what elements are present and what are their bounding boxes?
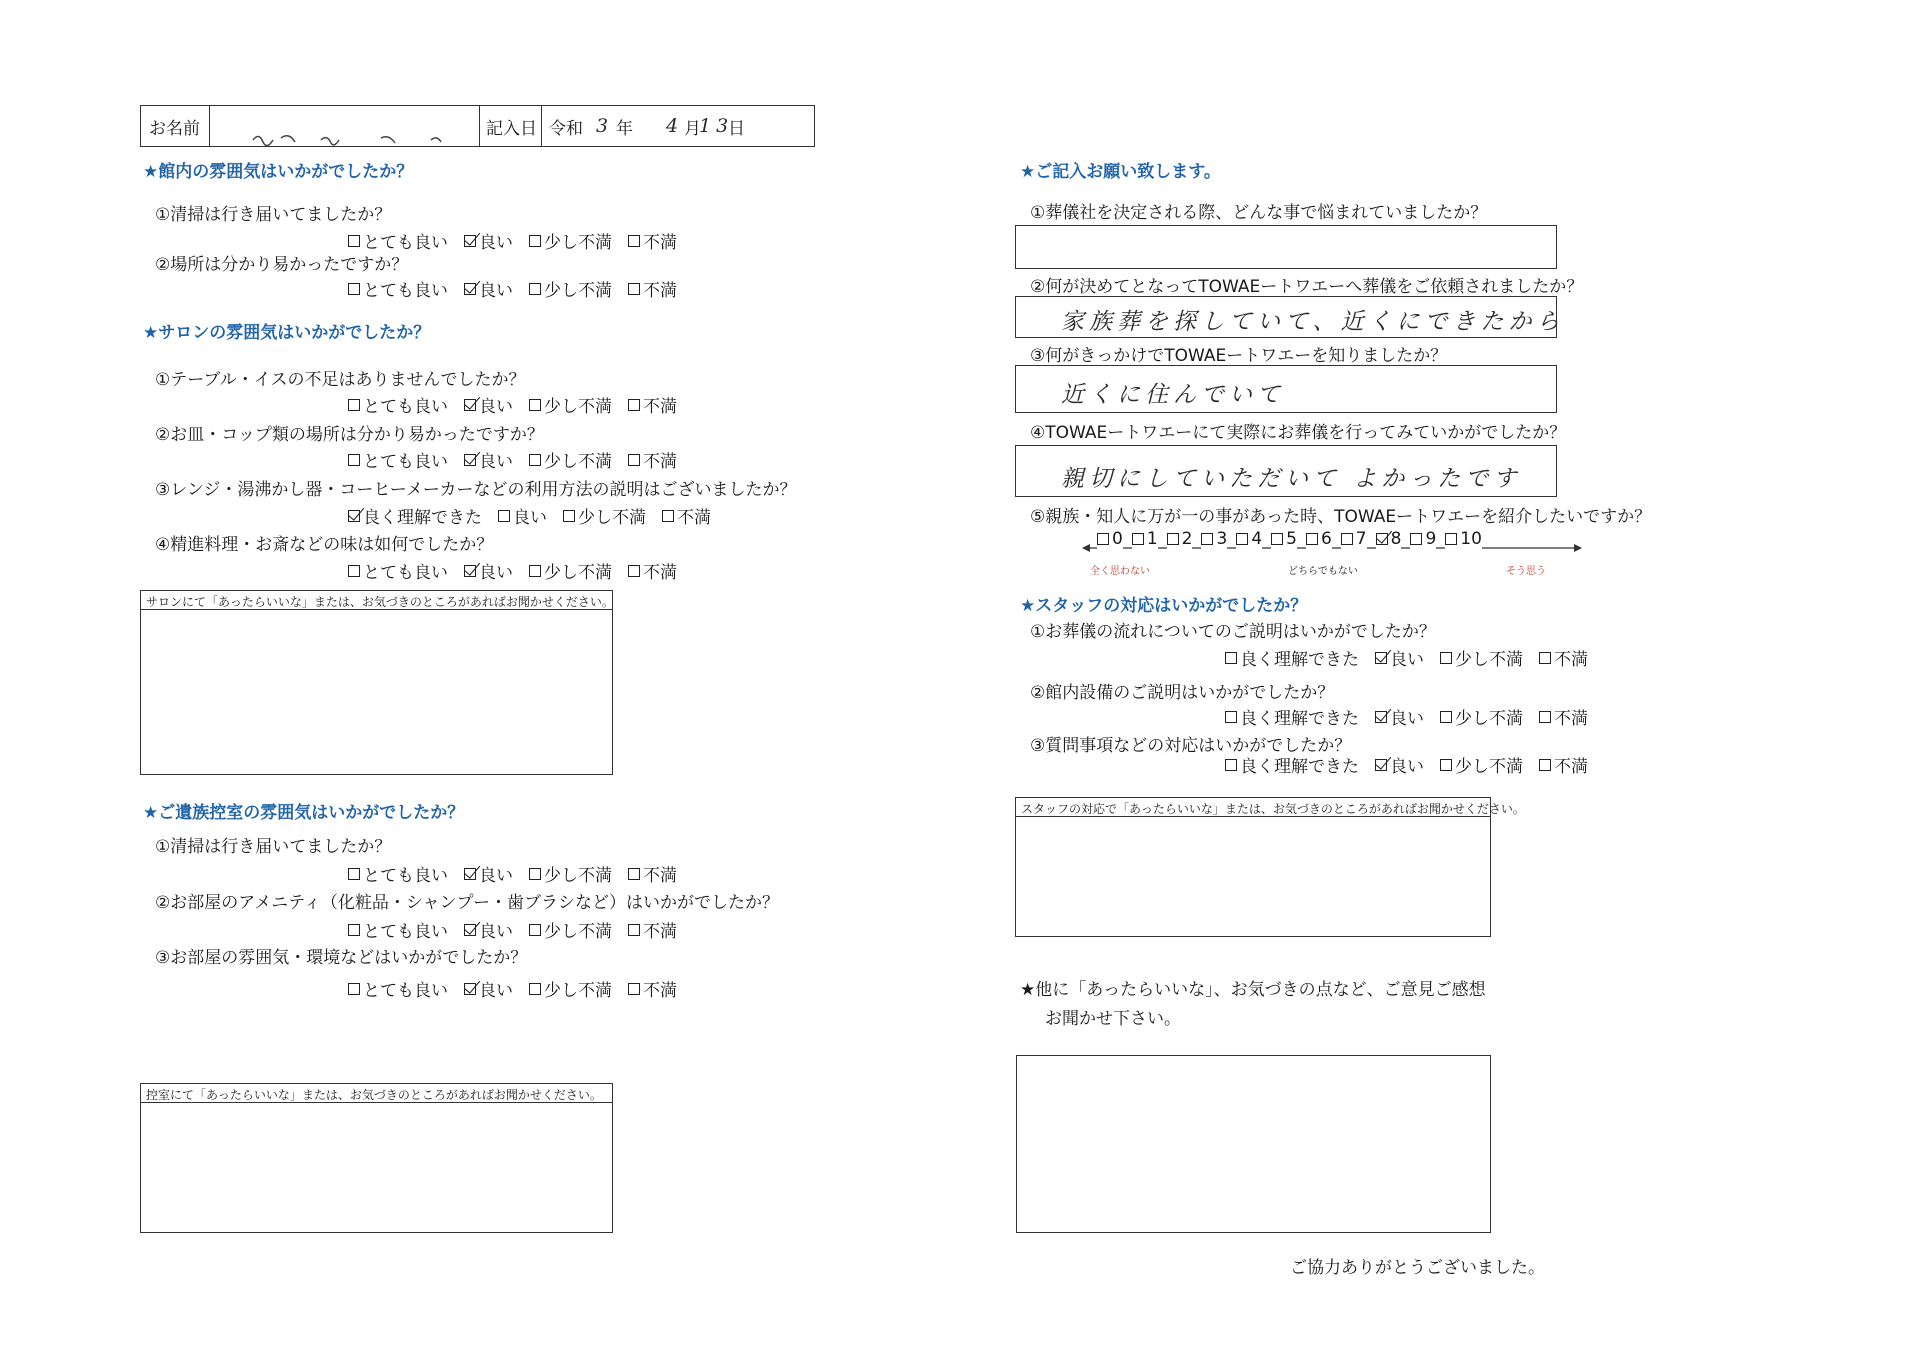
rating-option-label: 不満 bbox=[643, 281, 677, 301]
scale-option[interactable] bbox=[1097, 529, 1123, 549]
rating-option[interactable] bbox=[348, 503, 482, 528]
rating-option-label: 少し不満 bbox=[544, 981, 612, 1001]
rating-option-label: 良い bbox=[479, 981, 513, 1001]
checkbox[interactable] bbox=[628, 868, 640, 880]
rating-option[interactable] bbox=[348, 392, 448, 417]
rating-option-label: 良い bbox=[479, 866, 513, 886]
question-text: ②場所は分かり易かったですか？ bbox=[155, 255, 409, 275]
checkbox[interactable] bbox=[1236, 533, 1248, 545]
answer-text: 家族葬を探していて、近くにできたから bbox=[1061, 309, 1565, 335]
checkbox[interactable] bbox=[1445, 533, 1457, 545]
comment-caption: 控室にて「あったらいいな」または、お気づきのところがあればお聞かせください。 bbox=[141, 1084, 612, 1103]
scale-option-label: 10 bbox=[1460, 529, 1482, 549]
checkbox[interactable] bbox=[1539, 652, 1551, 664]
question-text: ③お部屋の雰囲気・環境などはいかがでしたか？ bbox=[155, 948, 528, 968]
question-text: ③質問事項などの対応はいかがでしたか？ bbox=[1030, 736, 1352, 756]
rating-option-label: 良い bbox=[479, 397, 513, 417]
rating-option[interactable] bbox=[628, 276, 677, 301]
date-day: 13 bbox=[699, 115, 734, 137]
checkbox[interactable] bbox=[628, 399, 640, 411]
checkbox[interactable] bbox=[628, 924, 640, 936]
scale-option-label: 7 bbox=[1355, 529, 1367, 549]
checked-checkbox[interactable] bbox=[464, 235, 476, 247]
rating-option[interactable] bbox=[529, 917, 612, 942]
other-title: ★他に「あったらいいな」、お気づきの点など、ご意見ご感想 bbox=[1020, 980, 1486, 1000]
scale-option-label: 5 bbox=[1286, 529, 1297, 549]
scale-option[interactable] bbox=[1306, 529, 1332, 549]
rating-option-label: 少し不満 bbox=[1455, 709, 1523, 729]
rating-option-label: とても良い bbox=[363, 563, 448, 583]
rating-row bbox=[348, 276, 693, 301]
rating-option[interactable] bbox=[1440, 645, 1523, 670]
rating-option[interactable] bbox=[529, 976, 612, 1001]
rating-option[interactable] bbox=[464, 447, 513, 472]
checkbox[interactable] bbox=[628, 235, 640, 247]
rating-option[interactable] bbox=[1375, 704, 1424, 729]
name-label: お名前 bbox=[149, 118, 200, 139]
rating-option-label: 不満 bbox=[643, 866, 677, 886]
checkbox[interactable] bbox=[348, 235, 360, 247]
scale-label-mid: どちらでもない bbox=[1288, 566, 1358, 577]
answer-box-1[interactable] bbox=[1015, 225, 1557, 269]
checkbox[interactable] bbox=[529, 924, 541, 936]
checkbox[interactable] bbox=[348, 565, 360, 577]
scale-option-label: 4 bbox=[1251, 529, 1263, 549]
answer-box-2[interactable] bbox=[1015, 296, 1565, 338]
question-text: ④精進料理・お斎などの味は如何でしたか？ bbox=[155, 535, 494, 555]
scale-option[interactable] bbox=[1271, 529, 1297, 549]
rating-option[interactable] bbox=[464, 861, 513, 886]
rating-option[interactable] bbox=[628, 976, 677, 1001]
rating-option-label: 少し不満 bbox=[544, 922, 612, 942]
rating-option-label: 少し不満 bbox=[544, 866, 612, 886]
rating-row bbox=[1225, 752, 1604, 777]
rating-row bbox=[1225, 645, 1604, 670]
rating-option[interactable] bbox=[1539, 752, 1588, 777]
rating-option[interactable] bbox=[1539, 645, 1588, 670]
checkbox[interactable] bbox=[529, 983, 541, 995]
rating-row bbox=[348, 976, 693, 1001]
checkbox[interactable] bbox=[529, 235, 541, 247]
rating-option-label: 良い bbox=[1390, 650, 1424, 670]
section-title-hall: ★館内の雰囲気はいかがでしたか？ bbox=[143, 162, 414, 182]
rating-option-label: 良く理解できた bbox=[1240, 650, 1359, 670]
checked-checkbox[interactable] bbox=[464, 565, 476, 577]
question-text: ①清掃は行き届いてましたか？ bbox=[155, 205, 392, 225]
section-title-family-room: ★ご遺族控室の雰囲気はいかがでしたか？ bbox=[143, 803, 465, 823]
rating-option[interactable] bbox=[529, 447, 612, 472]
other-comment-box[interactable] bbox=[1016, 1055, 1491, 1233]
rating-option-label: 不満 bbox=[643, 452, 677, 472]
checked-checkbox[interactable] bbox=[1376, 533, 1388, 545]
rating-option-label: 少し不満 bbox=[544, 452, 612, 472]
scale-option[interactable] bbox=[1445, 529, 1482, 549]
checkbox[interactable] bbox=[348, 454, 360, 466]
rating-option-label: 良い bbox=[479, 281, 513, 301]
checkbox[interactable] bbox=[348, 983, 360, 995]
checkbox[interactable] bbox=[1132, 533, 1144, 545]
rating-option-label: とても良い bbox=[363, 922, 448, 942]
checkbox[interactable] bbox=[1306, 533, 1318, 545]
date-label: 記入日 bbox=[486, 118, 537, 139]
checkbox[interactable] bbox=[348, 399, 360, 411]
rating-option[interactable] bbox=[464, 392, 513, 417]
rating-option-label: 少し不満 bbox=[1455, 757, 1523, 777]
rating-option-label: とても良い bbox=[363, 233, 448, 253]
rating-option-label: 良く理解できた bbox=[1240, 757, 1359, 777]
checkbox[interactable] bbox=[563, 510, 575, 522]
checkbox[interactable] bbox=[662, 510, 674, 522]
thanks-message: ご協力ありがとうございました。 bbox=[1290, 1258, 1545, 1278]
rating-option[interactable] bbox=[628, 558, 677, 583]
rating-option-label: 少し不満 bbox=[544, 281, 612, 301]
salon-comment-box[interactable] bbox=[140, 590, 613, 775]
rating-option-label: とても良い bbox=[363, 281, 448, 301]
rating-option-label: 不満 bbox=[677, 508, 711, 528]
checked-checkbox[interactable] bbox=[464, 454, 476, 466]
scale-option-label: 6 bbox=[1320, 529, 1332, 549]
divider bbox=[209, 106, 210, 146]
rating-option[interactable] bbox=[1225, 704, 1359, 729]
checkbox[interactable] bbox=[1225, 711, 1237, 723]
rating-option-label: 良い bbox=[513, 508, 547, 528]
year-unit: 年 bbox=[616, 118, 633, 139]
rating-option-label: とても良い bbox=[363, 981, 448, 1001]
rating-option-label: 少し不満 bbox=[1455, 650, 1523, 670]
rating-row bbox=[348, 503, 727, 528]
checkbox[interactable] bbox=[1097, 533, 1109, 545]
checkbox[interactable] bbox=[529, 399, 541, 411]
rating-option[interactable] bbox=[464, 276, 513, 301]
question-text: ①清掃は行き届いてましたか？ bbox=[155, 837, 392, 857]
family-room-comment-box[interactable] bbox=[140, 1083, 613, 1233]
question-text: ⑤親族・知人に万が一の事があった時、TOWAEートワエーを紹介したいですか？ bbox=[1030, 507, 1652, 527]
question-text: ①テーブル・イスの不足はありませんでしたか？ bbox=[155, 370, 526, 390]
checked-checkbox[interactable] bbox=[1375, 759, 1387, 771]
checkbox[interactable] bbox=[348, 868, 360, 880]
rating-row bbox=[348, 558, 693, 583]
checkbox[interactable] bbox=[348, 283, 360, 295]
checkbox[interactable] bbox=[529, 565, 541, 577]
scale-option-label: 1 bbox=[1146, 529, 1158, 549]
checked-checkbox[interactable] bbox=[464, 924, 476, 936]
rating-option-label: とても良い bbox=[363, 866, 448, 886]
rating-option[interactable] bbox=[1440, 704, 1523, 729]
day-unit: 日 bbox=[728, 118, 745, 139]
rating-option-label: 良い bbox=[1390, 709, 1424, 729]
checked-checkbox[interactable] bbox=[1375, 652, 1387, 664]
checked-checkbox[interactable] bbox=[464, 983, 476, 995]
rating-option[interactable] bbox=[348, 976, 448, 1001]
checkbox[interactable] bbox=[628, 983, 640, 995]
checkbox[interactable] bbox=[1410, 533, 1422, 545]
rating-option[interactable] bbox=[1539, 704, 1588, 729]
checkbox[interactable] bbox=[529, 868, 541, 880]
rating-option[interactable] bbox=[563, 503, 646, 528]
scale-option[interactable] bbox=[1376, 529, 1402, 549]
rating-option-label: 不満 bbox=[643, 233, 677, 253]
date-year: 3 bbox=[596, 115, 614, 137]
checked-checkbox[interactable] bbox=[464, 399, 476, 411]
rating-option[interactable] bbox=[464, 558, 513, 583]
scale-label-low: 全く思わない bbox=[1090, 566, 1150, 577]
rating-row bbox=[348, 447, 693, 472]
rating-option[interactable] bbox=[529, 558, 612, 583]
header-table bbox=[140, 105, 815, 147]
rating-option-label: 良く理解できた bbox=[1240, 709, 1359, 729]
rating-option[interactable] bbox=[464, 917, 513, 942]
question-text: ①葬儀社を決定される際、どんな事で悩まれていましたか？ bbox=[1030, 203, 1488, 223]
checked-checkbox[interactable] bbox=[464, 868, 476, 880]
divider bbox=[541, 106, 542, 146]
checkbox[interactable] bbox=[529, 283, 541, 295]
checkbox[interactable] bbox=[498, 510, 510, 522]
question-text: ③何がきっかけでTOWAEートワエーを知りましたか？ bbox=[1030, 346, 1448, 366]
scale-option-label: 9 bbox=[1425, 529, 1437, 549]
rating-option-label: 少し不満 bbox=[578, 508, 646, 528]
checkbox[interactable] bbox=[529, 454, 541, 466]
scale-option-label: 2 bbox=[1181, 529, 1193, 549]
scale-option-label: 0 bbox=[1112, 529, 1123, 549]
scale-label-high: そう思う bbox=[1506, 566, 1546, 577]
checkbox[interactable] bbox=[1539, 759, 1551, 771]
question-text: ②お部屋のアメニティ（化粧品・シャンプー・歯ブラシなど）はいかがでしたか？ bbox=[155, 893, 780, 913]
section-title-request: ★ご記入お願い致します。 bbox=[1020, 162, 1221, 182]
other-subtitle: お聞かせ下さい。 bbox=[1045, 1009, 1181, 1029]
rating-option[interactable] bbox=[498, 503, 547, 528]
checkbox[interactable] bbox=[1167, 533, 1179, 545]
rating-option-label: 良い bbox=[479, 233, 513, 253]
question-text: ②何が決めてとなってTOWAEートワエーへ葬儀をご依頼されましたか？ bbox=[1030, 277, 1584, 297]
rating-option[interactable] bbox=[348, 861, 448, 886]
rating-option[interactable] bbox=[628, 917, 677, 942]
rating-option[interactable] bbox=[348, 558, 448, 583]
divider bbox=[479, 106, 480, 146]
rating-row bbox=[348, 917, 693, 942]
question-text: ④TOWAEートワエーにて実際にお葬儀を行ってみていかがでしたか？ bbox=[1030, 423, 1567, 443]
rating-option[interactable] bbox=[1375, 645, 1424, 670]
rating-option[interactable] bbox=[1225, 645, 1359, 670]
checkbox[interactable] bbox=[1440, 711, 1452, 723]
checkbox[interactable] bbox=[1225, 759, 1237, 771]
checked-checkbox[interactable] bbox=[348, 510, 360, 522]
rating-option-label: 良い bbox=[1390, 757, 1424, 777]
checked-checkbox[interactable] bbox=[1375, 711, 1387, 723]
recommend-scale bbox=[1097, 529, 1491, 549]
rating-option-label: 不満 bbox=[1554, 709, 1588, 729]
month-unit: 月 bbox=[684, 118, 701, 139]
rating-option[interactable] bbox=[348, 447, 448, 472]
rating-option-label: 不満 bbox=[643, 563, 677, 583]
date-month: 4 bbox=[666, 115, 684, 137]
scale-option[interactable] bbox=[1167, 529, 1193, 549]
rating-option[interactable] bbox=[662, 503, 711, 528]
rating-row bbox=[348, 861, 693, 886]
scale-option[interactable] bbox=[1132, 529, 1158, 549]
rating-option-label: 良い bbox=[479, 563, 513, 583]
rating-option-label: 少し不満 bbox=[544, 233, 612, 253]
rating-option-label: 不満 bbox=[1554, 650, 1588, 670]
checkbox[interactable] bbox=[1341, 533, 1353, 545]
scale-option-label: 8 bbox=[1390, 529, 1402, 549]
rating-option-label: 少し不満 bbox=[544, 563, 612, 583]
question-text: ②お皿・コップ類の場所は分かり易かったですか？ bbox=[155, 425, 544, 445]
checkbox[interactable] bbox=[1201, 533, 1213, 545]
checkbox[interactable] bbox=[628, 454, 640, 466]
rating-option-label: 少し不満 bbox=[544, 397, 612, 417]
comment-caption: スタッフの対応で「あったらいいな」または、お気づきのところがあればお聞かせください。 bbox=[1016, 798, 1490, 817]
rating-option[interactable] bbox=[1225, 752, 1359, 777]
rating-option[interactable] bbox=[464, 976, 513, 1001]
checkbox[interactable] bbox=[628, 565, 640, 577]
era-label: 令和 bbox=[549, 118, 583, 139]
answer-text: 近くに住んでいて bbox=[1061, 382, 1285, 408]
checkbox[interactable] bbox=[1539, 711, 1551, 723]
scale-option[interactable] bbox=[1410, 529, 1436, 549]
checkbox[interactable] bbox=[1440, 652, 1452, 664]
rating-option[interactable] bbox=[628, 447, 677, 472]
scale-option[interactable] bbox=[1341, 529, 1367, 549]
name-signature bbox=[251, 126, 491, 150]
checkbox[interactable] bbox=[1271, 533, 1283, 545]
scale-option[interactable] bbox=[1236, 529, 1262, 549]
rating-option[interactable] bbox=[348, 917, 448, 942]
checkbox[interactable] bbox=[628, 283, 640, 295]
rating-option[interactable] bbox=[348, 276, 448, 301]
staff-comment-box[interactable] bbox=[1015, 797, 1525, 937]
rating-option-label: 不満 bbox=[1554, 757, 1588, 777]
rating-option[interactable] bbox=[529, 228, 612, 253]
rating-option[interactable] bbox=[464, 228, 513, 253]
rating-option-label: とても良い bbox=[363, 452, 448, 472]
rating-option[interactable] bbox=[628, 228, 677, 253]
rating-option-label: とても良い bbox=[363, 397, 448, 417]
rating-option-label: 不満 bbox=[643, 981, 677, 1001]
rating-option-label: 不満 bbox=[643, 922, 677, 942]
scale-option[interactable] bbox=[1201, 529, 1227, 549]
scale-option-label: 3 bbox=[1216, 529, 1228, 549]
checked-checkbox[interactable] bbox=[464, 283, 476, 295]
question-text: ①お葬儀の流れについてのご説明はいかがでしたか？ bbox=[1030, 622, 1436, 642]
rating-option[interactable] bbox=[628, 392, 677, 417]
rating-option[interactable] bbox=[1440, 752, 1523, 777]
rating-row bbox=[348, 392, 693, 417]
rating-option-label: 良く理解できた bbox=[363, 508, 482, 528]
question-text: ③レンジ・湯沸かし器・コーヒーメーカーなどの利用方法の説明はございましたか？ bbox=[155, 480, 797, 500]
section-title-salon: ★サロンの雰囲気はいかがでしたか？ bbox=[143, 323, 431, 343]
checkbox[interactable] bbox=[1440, 759, 1452, 771]
rating-option-label: 良い bbox=[479, 922, 513, 942]
checkbox[interactable] bbox=[348, 924, 360, 936]
rating-option[interactable] bbox=[529, 392, 612, 417]
rating-option-label: 不満 bbox=[643, 397, 677, 417]
section-title-staff: ★スタッフの対応はいかがでしたか？ bbox=[1020, 596, 1308, 616]
answer-text: 親切にしていただいて よかったです bbox=[1061, 466, 1522, 492]
question-text: ②館内設備のご説明はいかがでしたか？ bbox=[1030, 683, 1335, 703]
checkbox[interactable] bbox=[1225, 652, 1237, 664]
rating-option[interactable] bbox=[1375, 752, 1424, 777]
answer-box-3[interactable] bbox=[1015, 365, 1557, 413]
comment-caption: サロンにて「あったらいいな」または、お気づきのところがあればお聞かせください。 bbox=[141, 591, 612, 610]
rating-option[interactable] bbox=[628, 861, 677, 886]
rating-option[interactable] bbox=[529, 861, 612, 886]
rating-row bbox=[1225, 704, 1604, 729]
rating-option[interactable] bbox=[529, 276, 612, 301]
rating-option-label: 良い bbox=[479, 452, 513, 472]
answer-box-4[interactable] bbox=[1015, 445, 1557, 497]
